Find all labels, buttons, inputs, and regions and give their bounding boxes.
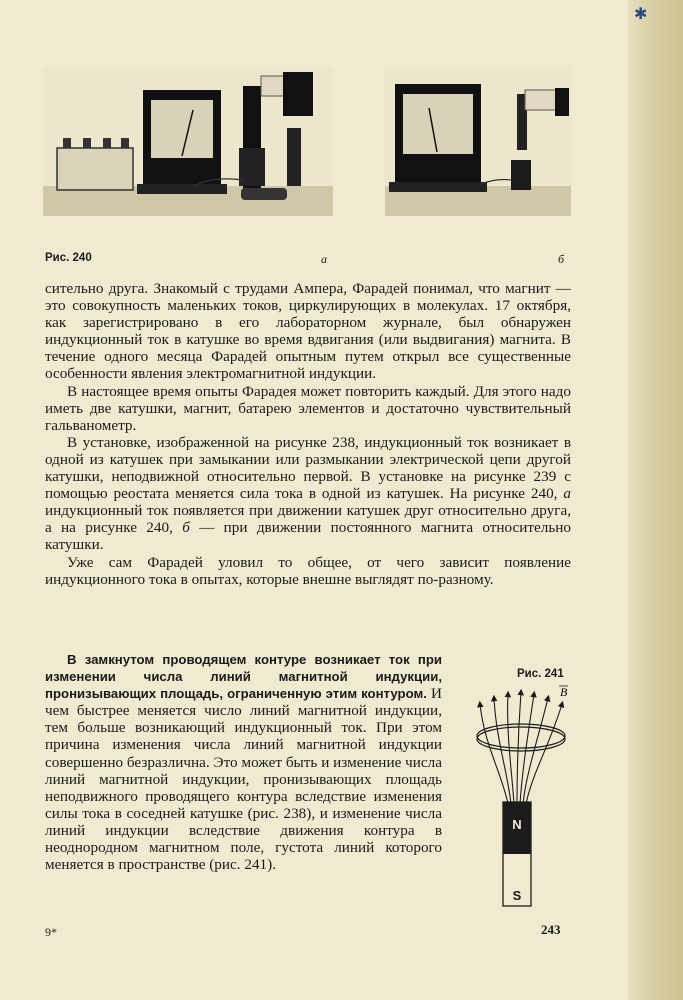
photo-240b <box>385 68 571 216</box>
paragraph-3-text: индукционный ток появляется при движении катушек друг относительно друга, а на рисунке 240, <box>45 502 571 537</box>
paragraph-3 <box>45 434 571 554</box>
page-edge <box>628 0 683 1000</box>
paragraph-2: В настоящее время опыты Фарадея может повторить каждый. Для этого надо иметь две катушки, магнит, батарею элементов и достаточно чувствительный гальванометр. <box>45 382 571 434</box>
galvanometer <box>137 90 227 194</box>
paragraph-3-text: — при движении постоянного магнита относительно катушки. <box>45 519 571 554</box>
panel-label-a: а <box>321 252 327 266</box>
field-vector-label: B <box>560 685 568 699</box>
panel-label-b: б <box>558 252 565 266</box>
signature-mark: 9* <box>45 925 57 939</box>
galvanometer <box>389 84 487 192</box>
figure-241-label: Рис. 241 <box>517 668 564 680</box>
library-stamp: ✱ <box>634 6 648 23</box>
panel-ref-b: б <box>182 519 190 537</box>
panel-ref-a: а <box>563 485 571 503</box>
conducting-loop <box>477 724 565 751</box>
paragraph-1: сительно друга. Знакомый с трудами Ампера, Фарадей понимал, что магнит — это совокупность маленьких токов, циркулирующих в молекулах. 17 октября, как зарегистрировано в его лабораторном журнале, был обнаружен индукционный ток в катушке во время вдвигания (или выдвигания) магнита. В течение одного месяца Фарадей опытным путем открыл все существенные особенности явления электромагнитной индукции. <box>45 280 571 383</box>
paragraph-5 <box>45 651 442 873</box>
induction-rule: В замкнутом проводящем контуре возникает ток при изменении числа линий магнитной индукции, пронизывающих площадь, ограниченную этим контуром. <box>45 652 442 702</box>
south-pole-label: S <box>512 888 522 903</box>
figure-240-caption <box>45 252 572 268</box>
paragraph-4: Уже сам Фарадей уловил то общее, от чего зависит появление индукционного тока в опытах, которые внешне выглядят по-разному. <box>45 553 571 588</box>
photo-240a <box>43 68 333 216</box>
main-text <box>45 280 571 588</box>
rule-text <box>45 651 442 873</box>
page-number: 243 <box>541 922 561 937</box>
bar-magnet <box>503 802 531 906</box>
paragraph-3-text: В установке, изображенной на рисунке 238, индукционный ток возникает в одной из катушек при замыкании или размыкании электрической цепи другой катушки, неподвижной относительно первой. В установке на рисунке 239 с помощью реостата меняется сила тока в одной из катушек. На рисунке 240, <box>45 433 571 503</box>
figure-label: Рис. 240 <box>45 252 92 264</box>
north-pole-label: N <box>512 817 522 832</box>
figure-241-magnet-diagram <box>466 684 578 910</box>
paragraph-5-text: И чем быстрее меняется число линий магнитной индукции, тем больше возникающий индукционный ток. При этом причина изменения числа линий магнитной индукции совершенно безразлична. Это может быть и изменение числа линий магнитной индукции, пронизывающих площадь неподвижного проводящего контура вследствие изменения силы тока в соседней катушке (рис. 238), и изменение числа линий индукции вследствие движения контура в неоднородном магнитном поле, густота линий которого меняется в пространстве (рис. 241). <box>45 685 443 874</box>
